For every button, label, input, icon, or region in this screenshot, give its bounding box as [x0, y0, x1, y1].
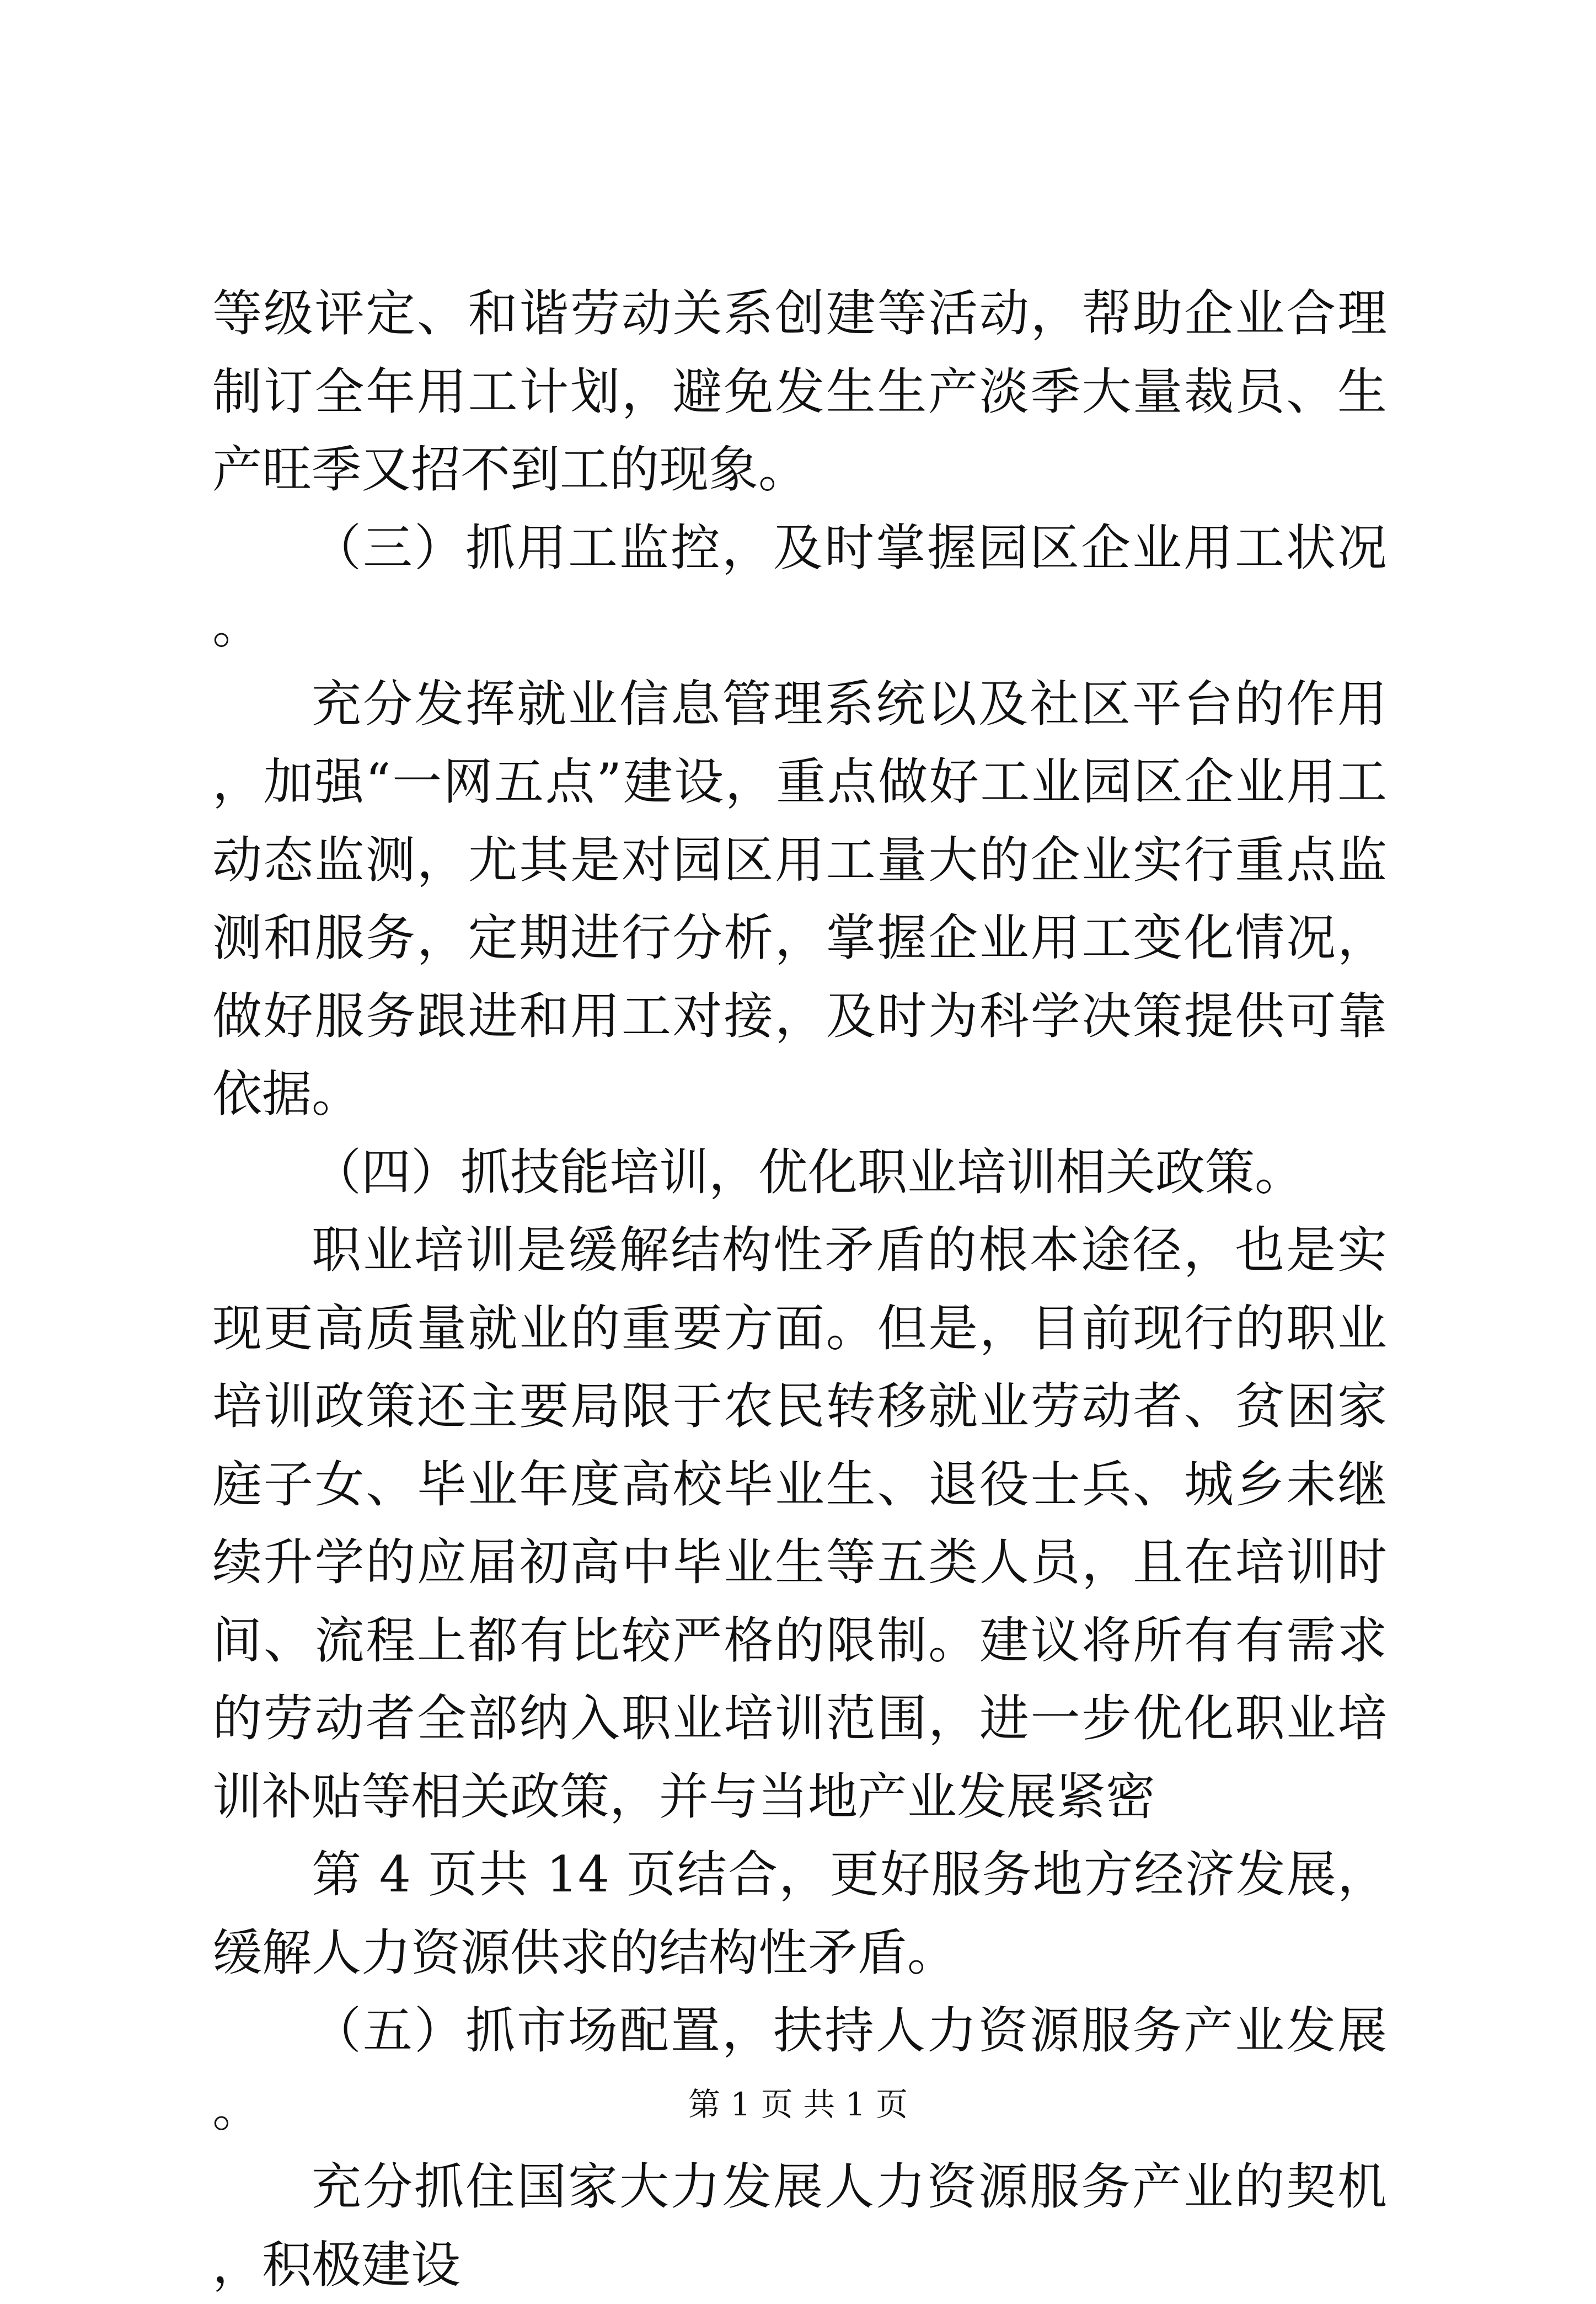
section-heading-4: （四）抓技能培训，优化职业培训相关政策。: [312, 1143, 1304, 1201]
paragraph-market: 充分抓住国家大力发展人力资源服务产业的契机，积极建设: [212, 2158, 1387, 2294]
section-heading-3: （三）抓用工监控，及时掌握园区企业用工状况。: [212, 518, 1387, 655]
paragraph-training-continued: 第 4 页共 14 页结合，更好服务地方经济发展，缓解人力资源供求的结构性矛盾。: [212, 1846, 1387, 1982]
document-body: [212, 275, 1387, 2304]
page-footer: 第 1 页 共 1 页: [688, 2086, 908, 2123]
paragraph-monitoring: 充分发挥就业信息管理系统以及社区平台的作用，加强“一网五点”建设，重点做好工业园区企业用工动态监测，尤其是对园区用工量大的企业实行重点监测和服务，定期进行分析，掌握企业用工变化情况，做好服务跟进和用工对接，及时为科学决策提供可靠依据。: [212, 675, 1387, 1123]
paragraph-continuation: 等级评定、和谐劳动关系创建等活动，帮助企业合理制订全年用工计划，避免发生生产淡季大量裁员、生产旺季又招不到工的现象。: [212, 285, 1387, 499]
paragraph-training: 职业培训是缓解结构性矛盾的根本途径，也是实现更高质量就业的重要方面。但是，目前现行的职业培训政策还主要局限于农民转移就业劳动者、贫困家庭子女、毕业年度高校毕业生、退役士兵、城乡未继续升学的应届初高中毕业生等五类人员，且在培训时间、流程上都有比较严格的限制。建议将所有有需求的劳动者全部纳入职业培训范围，进一步优化职业培训补贴等相关政策，并与当地产业发展紧密: [212, 1221, 1387, 1826]
section-heading-5: （五）抓市场配置，扶持人力资源服务产业发展。: [212, 2002, 1387, 2138]
